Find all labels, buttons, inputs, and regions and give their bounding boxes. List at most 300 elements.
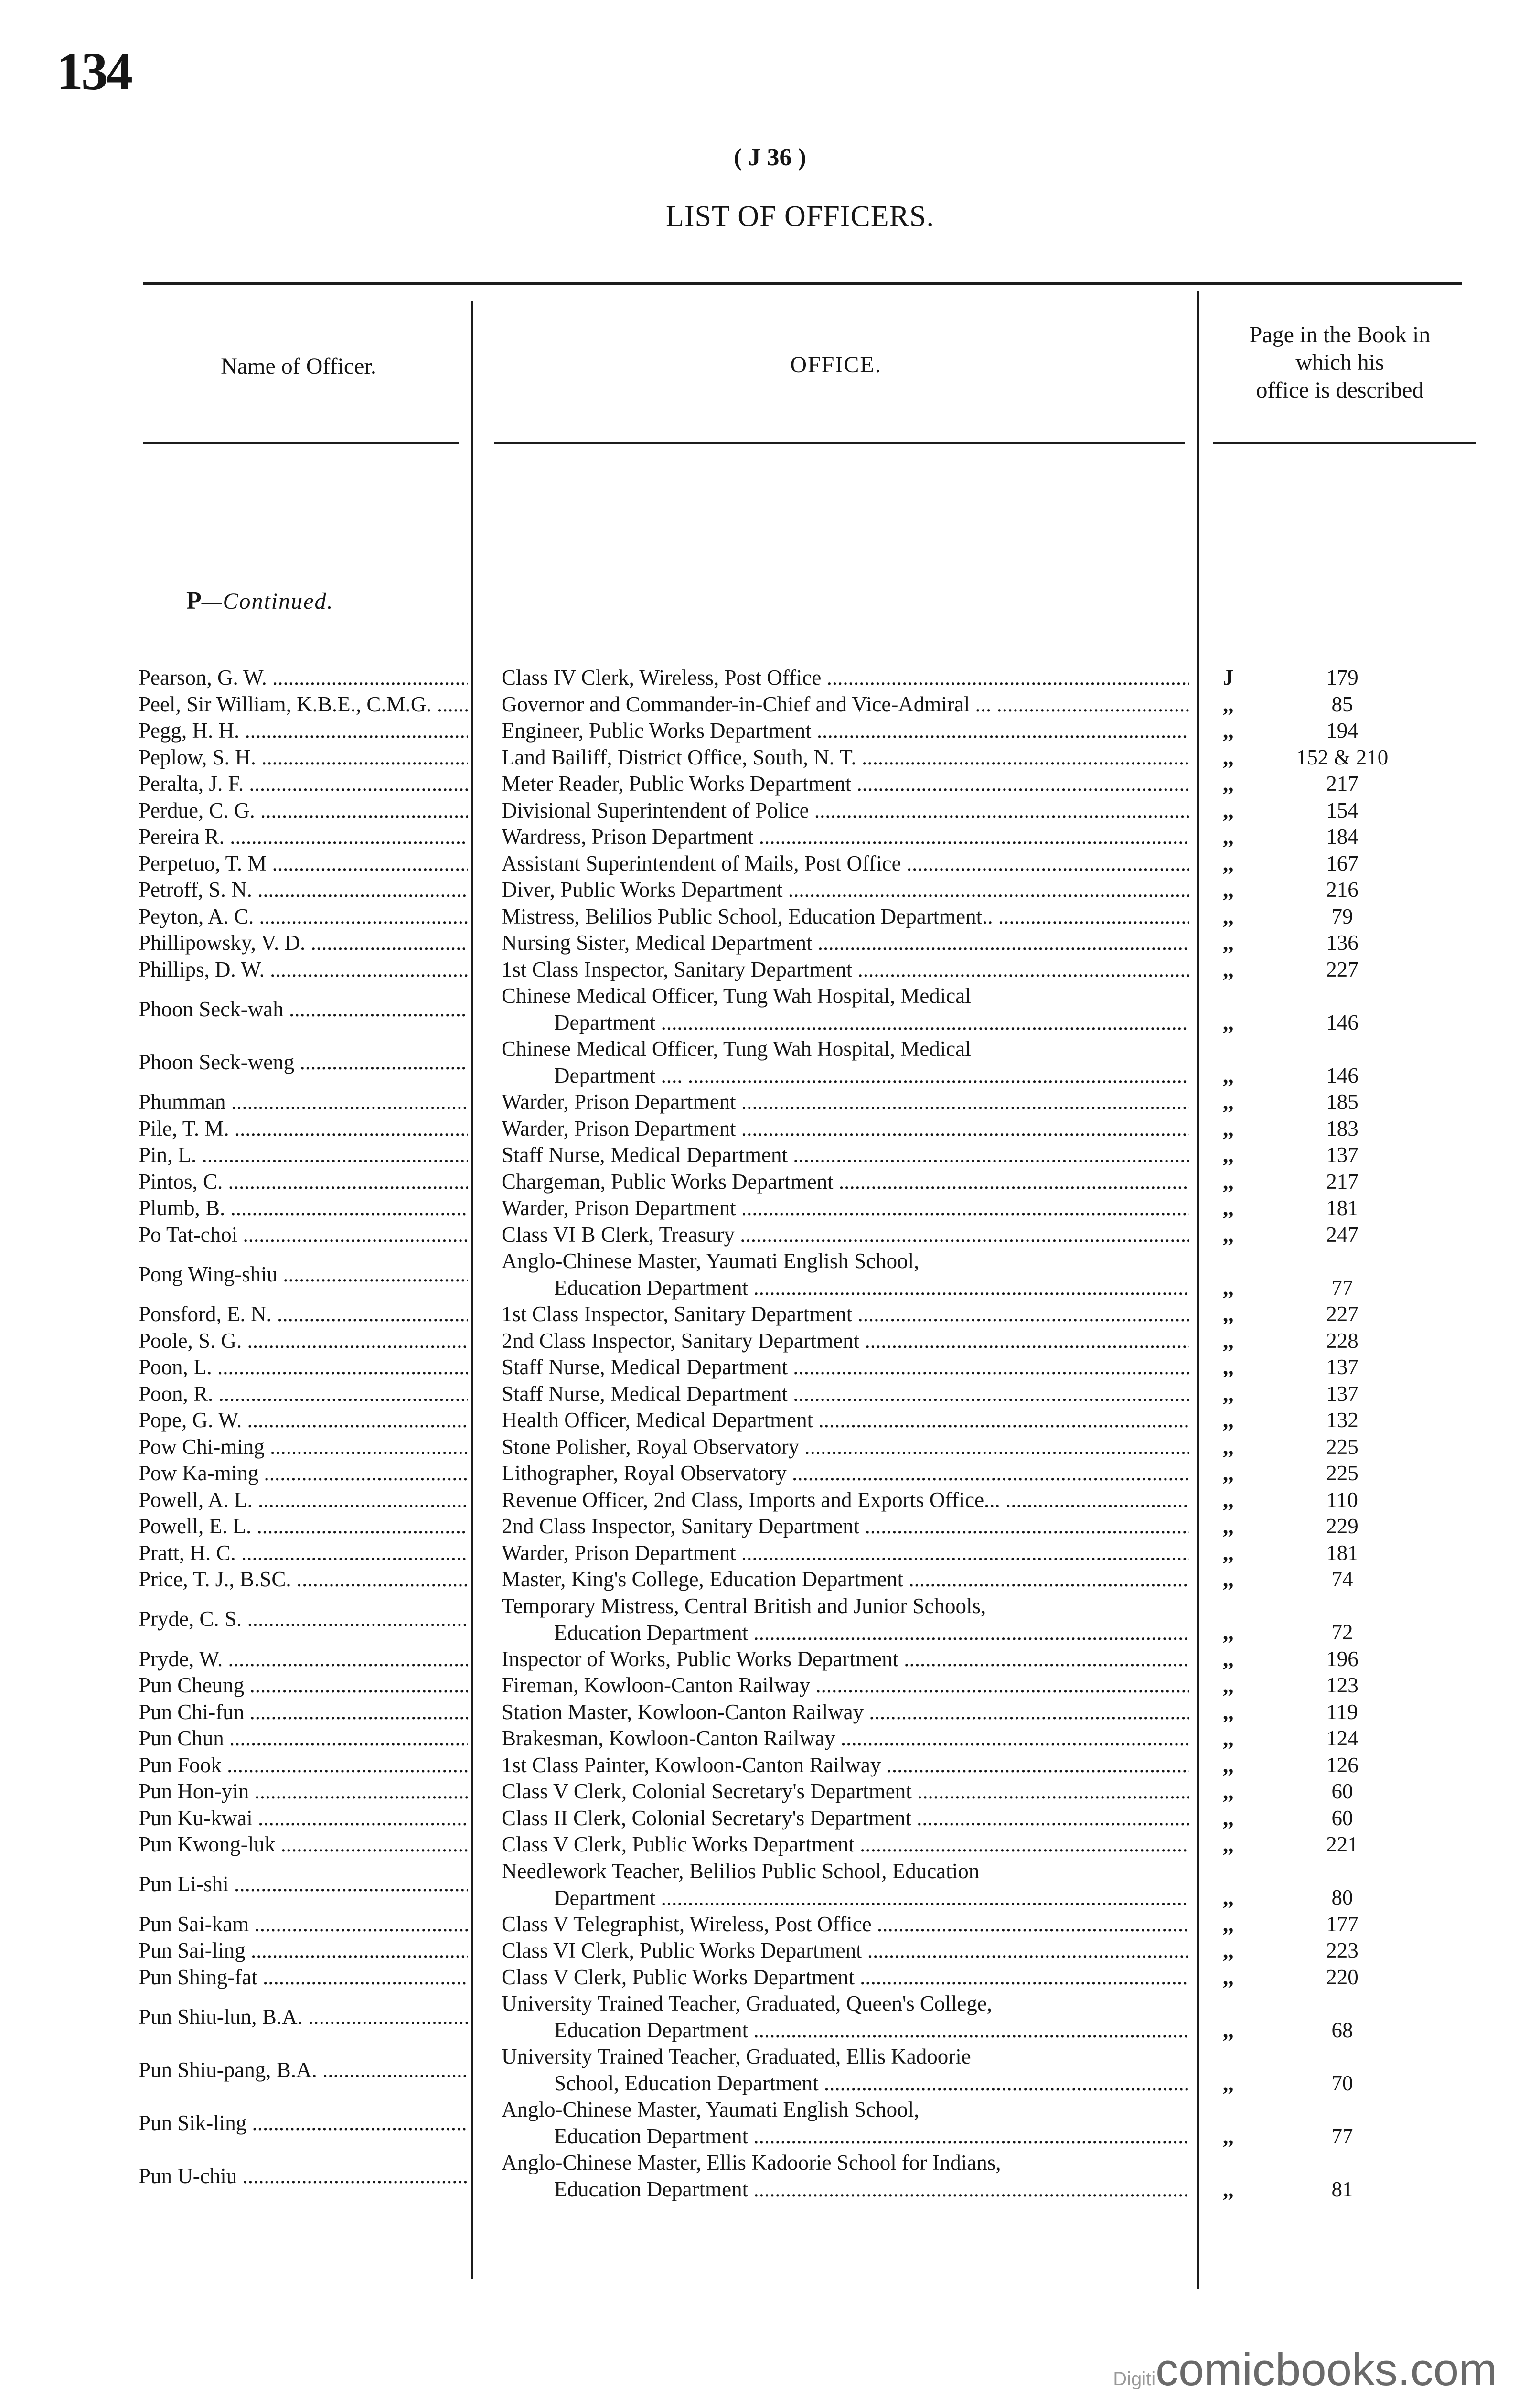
office-title xyxy=(502,1221,1189,1248)
officer-name: Poon, R. ..... xyxy=(139,1380,468,1407)
officer-name: Plumb, B. ..... xyxy=(139,1194,468,1221)
officer-name: Phumman ..... xyxy=(139,1088,468,1115)
office-line: Inspector of Works, Public Works Department ..... xyxy=(502,1646,1189,1672)
office-line: Class V Clerk, Public Works Department ..... xyxy=(502,1831,1189,1858)
page-ref: 137 xyxy=(1326,1381,1358,1406)
office-title xyxy=(502,1327,1189,1354)
table-row xyxy=(0,2096,1540,2149)
officer-name: Pintos, C. ..... xyxy=(139,1168,468,1195)
office-title xyxy=(502,929,1189,956)
office-line: Mistress, Belilios Public School, Education Department.. ..... xyxy=(502,903,1189,930)
office-line: Chinese Medical Officer, Tung Wah Hospital, Medical xyxy=(502,1037,971,1061)
table-row xyxy=(0,744,1540,771)
office-title xyxy=(502,1486,1189,1513)
book-ref: ,, xyxy=(1223,1275,1234,1300)
book-ref: ,, xyxy=(1223,2177,1234,2201)
office-title xyxy=(502,1539,1189,1566)
page-ref: 110 xyxy=(1326,1487,1358,1512)
office-title xyxy=(502,1990,1189,2044)
office-line: Department ..... xyxy=(502,1009,1189,1036)
office-title xyxy=(502,1248,1189,1301)
book-ref: ,, xyxy=(1223,1885,1234,1909)
section-continued: —Continued. xyxy=(201,589,334,614)
officer-name: Peyton, A. C. ..... xyxy=(139,903,468,930)
page-ref: 60 xyxy=(1331,1806,1353,1830)
office-title xyxy=(502,823,1189,850)
officer-name: Pun Shing-fat ..... xyxy=(139,1964,468,1991)
section-letter: P xyxy=(186,587,202,614)
book-ref: ,, xyxy=(1223,1753,1234,1777)
table-row xyxy=(0,797,1540,824)
office-line: Diver, Public Works Department ..... xyxy=(502,876,1189,903)
office-line: Chinese Medical Officer, Tung Wah Hospital, Medical xyxy=(502,984,971,1008)
office-line: Department .... ..... xyxy=(502,1062,1189,1089)
office-title xyxy=(502,1778,1189,1805)
header-rule-name xyxy=(143,442,459,444)
section-heading xyxy=(186,587,333,615)
office-title xyxy=(502,956,1189,983)
book-ref: ,, xyxy=(1223,692,1234,716)
officer-name: Perpetuo, T. M ..... xyxy=(139,850,468,877)
office-line: Wardress, Prison Department ..... xyxy=(502,823,1189,850)
officer-name: Pun Ku-kwai ..... xyxy=(139,1805,468,1831)
table-row xyxy=(0,903,1540,930)
office-title xyxy=(502,1725,1189,1752)
table-row xyxy=(0,691,1540,718)
book-ref: ,, xyxy=(1223,1461,1234,1485)
officer-name: Pryde, W. ..... xyxy=(139,1646,468,1672)
book-ref: ,, xyxy=(1223,1010,1234,1034)
office-line: 2nd Class Inspector, Sanitary Department ..... xyxy=(502,1327,1189,1354)
page-ref: 167 xyxy=(1326,851,1358,875)
office-line: University Trained Teacher, Graduated, Ellis Kadoorie xyxy=(502,2045,971,2068)
table-row xyxy=(0,1035,1540,1088)
office-title xyxy=(502,876,1189,903)
office-line: Warder, Prison Department ..... xyxy=(502,1088,1189,1115)
table-row xyxy=(0,1460,1540,1486)
office-line: Class V Clerk, Public Works Department ..... xyxy=(502,1964,1189,1991)
table-row xyxy=(0,1194,1540,1221)
office-title xyxy=(502,1380,1189,1407)
officer-name: Pun Shiu-pang, B.A. ..... xyxy=(139,2056,468,2083)
office-line: Warder, Prison Department ..... xyxy=(502,1194,1189,1221)
watermark xyxy=(1113,2344,1497,2389)
office-title xyxy=(502,691,1189,718)
book-ref: ,, xyxy=(1223,957,1234,981)
table-row xyxy=(0,1168,1540,1195)
office-line: Revenue Officer, 2nd Class, Imports and Exports Office... ..... xyxy=(502,1486,1189,1513)
officer-name: Pegg, H. H. ..... xyxy=(139,717,468,744)
office-title xyxy=(502,797,1189,824)
page-ref: 68 xyxy=(1331,2018,1353,2042)
office-line: Anglo-Chinese Master, Yaumati English School, xyxy=(502,2098,920,2121)
book-ref: ,, xyxy=(1223,1355,1234,1379)
office-line: Department ..... xyxy=(502,1884,1189,1911)
officer-name: Pun Sik-ling ..... xyxy=(139,2109,468,2136)
header-rule-office xyxy=(494,442,1185,444)
officer-name: Petroff, S. N. ..... xyxy=(139,876,468,903)
page-ref: 137 xyxy=(1326,1355,1358,1379)
office-line: Education Department ..... xyxy=(502,2123,1189,2150)
page-ref: 146 xyxy=(1326,1063,1358,1087)
office-title xyxy=(502,1646,1189,1672)
officer-name: Pow Chi-ming ..... xyxy=(139,1433,468,1460)
table-row xyxy=(0,1672,1540,1699)
header-name: Name of Officer. xyxy=(221,354,376,379)
office-line: Divisional Superintendent of Police ..... xyxy=(502,797,1189,824)
book-ref: ,, xyxy=(1223,1726,1234,1750)
page-ref: 216 xyxy=(1326,878,1358,902)
table-row xyxy=(0,1327,1540,1354)
office-title xyxy=(502,770,1189,797)
page-ref: 247 xyxy=(1326,1222,1358,1247)
page-ref: 146 xyxy=(1326,1010,1358,1034)
officer-name: Poole, S. G. ..... xyxy=(139,1327,468,1354)
page-ref: 183 xyxy=(1326,1116,1358,1141)
office-line: Education Department ..... xyxy=(502,1619,1189,1646)
office-line: Engineer, Public Works Department ..... xyxy=(502,717,1189,744)
page-ref: 79 xyxy=(1331,904,1353,928)
table-row xyxy=(0,876,1540,903)
officer-name: Pun Fook ..... xyxy=(139,1752,468,1778)
table-row xyxy=(0,1646,1540,1672)
book-ref: ,, xyxy=(1223,772,1234,796)
office-title xyxy=(502,1937,1189,1964)
officer-name: Pun Sai-kam ..... xyxy=(139,1911,468,1937)
book-ref: ,, xyxy=(1223,1302,1234,1326)
officer-name: Pun Chi-fun ..... xyxy=(139,1699,468,1725)
office-title xyxy=(502,1035,1189,1089)
page-ref: 185 xyxy=(1326,1090,1358,1114)
page-ref: 223 xyxy=(1326,1938,1358,1962)
office-title xyxy=(502,664,1189,691)
office-line: Needlework Teacher, Belilios Public School, Education xyxy=(502,1859,980,1883)
page-ref: 74 xyxy=(1331,1567,1353,1591)
officer-name: Pope, G. W. ..... xyxy=(139,1407,468,1433)
table-row xyxy=(0,929,1540,956)
book-ref: ,, xyxy=(1223,1222,1234,1247)
page-ref: 81 xyxy=(1331,2177,1353,2201)
book-ref: ,, xyxy=(1223,825,1234,849)
office-title xyxy=(502,1593,1189,1646)
book-ref: J xyxy=(1223,666,1234,689)
office-line: University Trained Teacher, Graduated, Queen's College, xyxy=(502,1991,993,2015)
page-ref: 184 xyxy=(1326,825,1358,849)
officer-name: Pearson, G. W. ..... xyxy=(139,664,468,691)
book-ref: ,, xyxy=(1223,1514,1234,1538)
office-line: Stone Polisher, Royal Observatory ..... xyxy=(502,1433,1189,1460)
officer-name: Pereira R. ..... xyxy=(139,823,468,850)
office-title xyxy=(502,1194,1189,1221)
book-ref: ,, xyxy=(1223,1381,1234,1406)
office-line: Staff Nurse, Medical Department ..... xyxy=(502,1141,1189,1168)
serial-number: ( J 36 ) xyxy=(734,144,806,171)
office-title xyxy=(502,1911,1189,1937)
page-ref: 220 xyxy=(1326,1965,1358,1989)
office-line: Class V Telegraphist, Wireless, Post Office ..... xyxy=(502,1911,1189,1937)
officer-name: Pratt, H. C. ..... xyxy=(139,1539,468,1566)
office-line: Land Bailiff, District Office, South, N. T. ..... xyxy=(502,744,1189,771)
book-ref: ,, xyxy=(1223,1673,1234,1697)
page-ref: 85 xyxy=(1331,692,1353,716)
page-ref: 225 xyxy=(1326,1434,1358,1459)
office-title xyxy=(502,1513,1189,1539)
book-ref: ,, xyxy=(1223,1063,1234,1087)
page-ref: 136 xyxy=(1326,931,1358,955)
book-ref: ,, xyxy=(1223,2124,1234,2148)
book-ref: ,, xyxy=(1223,851,1234,875)
officer-name: Pryde, C. S. ..... xyxy=(139,1605,468,1632)
table-row xyxy=(0,1752,1540,1778)
page-ref: 196 xyxy=(1326,1646,1358,1671)
office-line: School, Education Department ..... xyxy=(502,2070,1189,2097)
table-row xyxy=(0,1566,1540,1593)
officer-name: Pow Ka-ming ..... xyxy=(139,1460,468,1486)
office-line: Lithographer, Royal Observatory ..... xyxy=(502,1460,1189,1486)
table-row xyxy=(0,1380,1540,1407)
book-ref: ,, xyxy=(1223,1540,1234,1565)
page-ref: 227 xyxy=(1326,957,1358,981)
book-ref: ,, xyxy=(1223,1779,1234,1803)
page-ref: 179 xyxy=(1326,666,1358,689)
table-row xyxy=(0,1725,1540,1752)
table-row xyxy=(0,850,1540,877)
table-row xyxy=(0,982,1540,1035)
office-title xyxy=(502,2149,1189,2203)
page-ref: 181 xyxy=(1326,1540,1358,1565)
book-ref: ,, xyxy=(1223,904,1234,928)
office-title xyxy=(502,717,1189,744)
office-title xyxy=(502,1433,1189,1460)
page-number: 134 xyxy=(56,42,131,101)
office-title xyxy=(502,1141,1189,1168)
office-title xyxy=(502,1460,1189,1486)
office-line: Station Master, Kowloon-Canton Railway ..... xyxy=(502,1699,1189,1725)
office-line: Master, King's College, Education Department ..... xyxy=(502,1566,1189,1593)
table-row xyxy=(0,1407,1540,1433)
page-ref: 119 xyxy=(1326,1700,1358,1724)
book-ref: ,, xyxy=(1223,1090,1234,1114)
officer-name: Pong Wing-shiu ..... xyxy=(139,1261,468,1288)
book-ref: ,, xyxy=(1223,1700,1234,1724)
office-line: Education Department ..... xyxy=(502,1274,1189,1301)
officer-name: Pun Shiu-lun, B.A. ..... xyxy=(139,2003,468,2030)
header-rule-page xyxy=(1213,442,1476,444)
officer-name: Phoon Seck-wah ..... xyxy=(139,996,468,1022)
book-ref: ,, xyxy=(1223,745,1234,769)
office-title xyxy=(502,1566,1189,1593)
page-ref: 217 xyxy=(1326,1169,1358,1194)
officer-name: Price, T. J., B.SC. ..... xyxy=(139,1566,468,1593)
officer-name: Poon, L. ..... xyxy=(139,1354,468,1380)
table-row xyxy=(0,1248,1540,1301)
table-row xyxy=(0,956,1540,983)
table-row xyxy=(0,717,1540,744)
office-line: Fireman, Kowloon-Canton Railway ..... xyxy=(502,1672,1189,1699)
office-line: 2nd Class Inspector, Sanitary Department ..... xyxy=(502,1513,1189,1539)
top-rule xyxy=(143,282,1462,285)
book-ref: ,, xyxy=(1223,1806,1234,1830)
table-row xyxy=(0,1990,1540,2043)
table-row xyxy=(0,2149,1540,2202)
table-row xyxy=(0,1088,1540,1115)
office-title xyxy=(502,1699,1189,1725)
officer-name: Phillipowsky, V. D. ..... xyxy=(139,929,468,956)
office-title xyxy=(502,1831,1189,1858)
office-line: Education Department ..... xyxy=(502,2017,1189,2044)
office-title xyxy=(502,903,1189,930)
page-ref: 126 xyxy=(1326,1753,1358,1777)
book-ref: ,, xyxy=(1223,1434,1234,1459)
page-ref: 60 xyxy=(1331,1779,1353,1803)
table-row xyxy=(0,823,1540,850)
office-title xyxy=(502,1964,1189,1991)
table-row xyxy=(0,1115,1540,1142)
page-ref: 152 & 210 xyxy=(1296,745,1389,769)
office-title xyxy=(502,744,1189,771)
book-ref: ,, xyxy=(1223,1408,1234,1432)
book-ref: ,, xyxy=(1223,1567,1234,1591)
table-row xyxy=(0,664,1540,691)
office-title xyxy=(502,1354,1189,1380)
office-line: Class VI Clerk, Public Works Department ..... xyxy=(502,1937,1189,1964)
officer-name: Pun Hon-yin ..... xyxy=(139,1778,468,1805)
office-title xyxy=(502,850,1189,877)
officer-name: Pun Li-shi ..... xyxy=(139,1871,468,1897)
office-title xyxy=(502,1168,1189,1195)
office-line: Class VI B Clerk, Treasury ..... xyxy=(502,1221,1189,1248)
office-title xyxy=(502,1672,1189,1699)
book-ref: ,, xyxy=(1223,1646,1234,1671)
page-ref: 132 xyxy=(1326,1408,1358,1432)
officer-name: Pile, T. M. ..... xyxy=(139,1115,468,1142)
office-line: Temporary Mistress, Central British and Junior Schools, xyxy=(502,1593,986,1618)
office-title xyxy=(502,1805,1189,1831)
office-line: Chargeman, Public Works Department ..... xyxy=(502,1168,1189,1195)
table-row xyxy=(0,1964,1540,1991)
page-ref: 221 xyxy=(1326,1832,1358,1856)
table-row xyxy=(0,1831,1540,1858)
header-page-line-2: which his xyxy=(1295,350,1384,375)
book-ref: ,, xyxy=(1223,1328,1234,1353)
book-ref: ,, xyxy=(1223,2071,1234,2095)
page-ref: 229 xyxy=(1326,1514,1358,1538)
table-row xyxy=(0,2043,1540,2096)
page-ref: 77 xyxy=(1331,2124,1353,2148)
page-ref: 70 xyxy=(1331,2071,1353,2095)
office-line: Meter Reader, Public Works Department ..... xyxy=(502,770,1189,797)
watermark-text: comicbooks.com xyxy=(1155,2344,1497,2389)
office-line: Warder, Prison Department ..... xyxy=(502,1115,1189,1142)
book-ref: ,, xyxy=(1223,878,1234,902)
page-ref: 80 xyxy=(1331,1885,1353,1909)
page-ref: 154 xyxy=(1326,798,1358,822)
officer-name: Po Tat-choi ..... xyxy=(139,1221,468,1248)
book-ref: ,, xyxy=(1223,1965,1234,1989)
page-ref: 72 xyxy=(1331,1620,1353,1644)
header-page-line-1: Page in the Book in xyxy=(1249,322,1431,347)
office-title xyxy=(502,1858,1189,1911)
header-page xyxy=(1206,321,1474,404)
office-title xyxy=(502,1088,1189,1115)
officer-name: Pun Sai-ling ..... xyxy=(139,1937,468,1964)
office-line: Governor and Commander-in-Chief and Vice-Admiral ... ..... xyxy=(502,691,1189,718)
office-line: 1st Class Painter, Kowloon-Canton Railway ..... xyxy=(502,1752,1189,1778)
book-ref: ,, xyxy=(1223,1912,1234,1936)
page-ref: 228 xyxy=(1326,1328,1358,1353)
officer-name: Phillips, D. W. ..... xyxy=(139,956,468,983)
officer-name: Ponsford, E. N. ..... xyxy=(139,1301,468,1327)
book-ref: ,, xyxy=(1223,1620,1234,1644)
page-ref: 124 xyxy=(1326,1726,1358,1750)
office-line: Warder, Prison Department ..... xyxy=(502,1539,1189,1566)
office-line: Class II Clerk, Colonial Secretary's Department ..... xyxy=(502,1805,1189,1831)
table-row xyxy=(0,1778,1540,1805)
office-line: Class V Clerk, Colonial Secretary's Department ..... xyxy=(502,1778,1189,1805)
officer-name: Pun U-chiu ..... xyxy=(139,2163,468,2189)
office-line: Education Department ..... xyxy=(502,2176,1189,2203)
book-ref: ,, xyxy=(1223,1116,1234,1141)
page-ref: 181 xyxy=(1326,1196,1358,1220)
office-line: Brakesman, Kowloon-Canton Railway ..... xyxy=(502,1725,1189,1752)
watermark-prefix: Digiti xyxy=(1113,2368,1156,2389)
page-ref: 217 xyxy=(1326,772,1358,796)
book-ref: ,, xyxy=(1223,798,1234,822)
page-ref: 77 xyxy=(1331,1275,1353,1300)
table-row xyxy=(0,1354,1540,1380)
page-ref: 194 xyxy=(1326,719,1358,743)
office-title xyxy=(502,1115,1189,1142)
page-ref: 137 xyxy=(1326,1143,1358,1167)
table-row xyxy=(0,1699,1540,1725)
office-line: 1st Class Inspector, Sanitary Department ..... xyxy=(502,956,1189,983)
office-title xyxy=(502,982,1189,1036)
book-ref: ,, xyxy=(1223,1487,1234,1512)
table-row xyxy=(0,1433,1540,1460)
office-line: Staff Nurse, Medical Department ..... xyxy=(502,1354,1189,1380)
office-line: 1st Class Inspector, Sanitary Department ..... xyxy=(502,1301,1189,1327)
officer-name: Powell, A. L. ..... xyxy=(139,1486,468,1513)
officer-name: Pin, L. ..... xyxy=(139,1141,468,1168)
office-line: Nursing Sister, Medical Department ..... xyxy=(502,929,1189,956)
officer-name: Peralta, J. F. ..... xyxy=(139,770,468,797)
table-row xyxy=(0,1486,1540,1513)
book-ref: ,, xyxy=(1223,1169,1234,1194)
header-office: OFFICE. xyxy=(790,352,882,377)
officer-name: Perdue, C. G. ..... xyxy=(139,797,468,824)
table-row xyxy=(0,1141,1540,1168)
table-row xyxy=(0,1539,1540,1566)
table-row xyxy=(0,1911,1540,1937)
office-line: Class IV Clerk, Wireless, Post Office ..... xyxy=(502,664,1189,691)
book-ref: ,, xyxy=(1223,1196,1234,1220)
book-ref: ,, xyxy=(1223,719,1234,743)
office-title xyxy=(502,1752,1189,1778)
officer-name: Phoon Seck-weng ..... xyxy=(139,1049,468,1076)
page-ref: 227 xyxy=(1326,1302,1358,1326)
officer-name: Peel, Sir William, K.B.E., C.M.G. ..... xyxy=(139,691,468,718)
header-page-line-3: office is described xyxy=(1256,377,1424,403)
officer-name: Powell, E. L. ..... xyxy=(139,1513,468,1539)
officer-name: Pun Chun ..... xyxy=(139,1725,468,1752)
book-ref: ,, xyxy=(1223,1938,1234,1962)
table-row xyxy=(0,1858,1540,1911)
page-ref: 225 xyxy=(1326,1461,1358,1485)
officer-name: Peplow, S. H. ..... xyxy=(139,744,468,771)
office-line: Staff Nurse, Medical Department ..... xyxy=(502,1380,1189,1407)
book-ref: ,, xyxy=(1223,1143,1234,1167)
table-row xyxy=(0,1221,1540,1248)
